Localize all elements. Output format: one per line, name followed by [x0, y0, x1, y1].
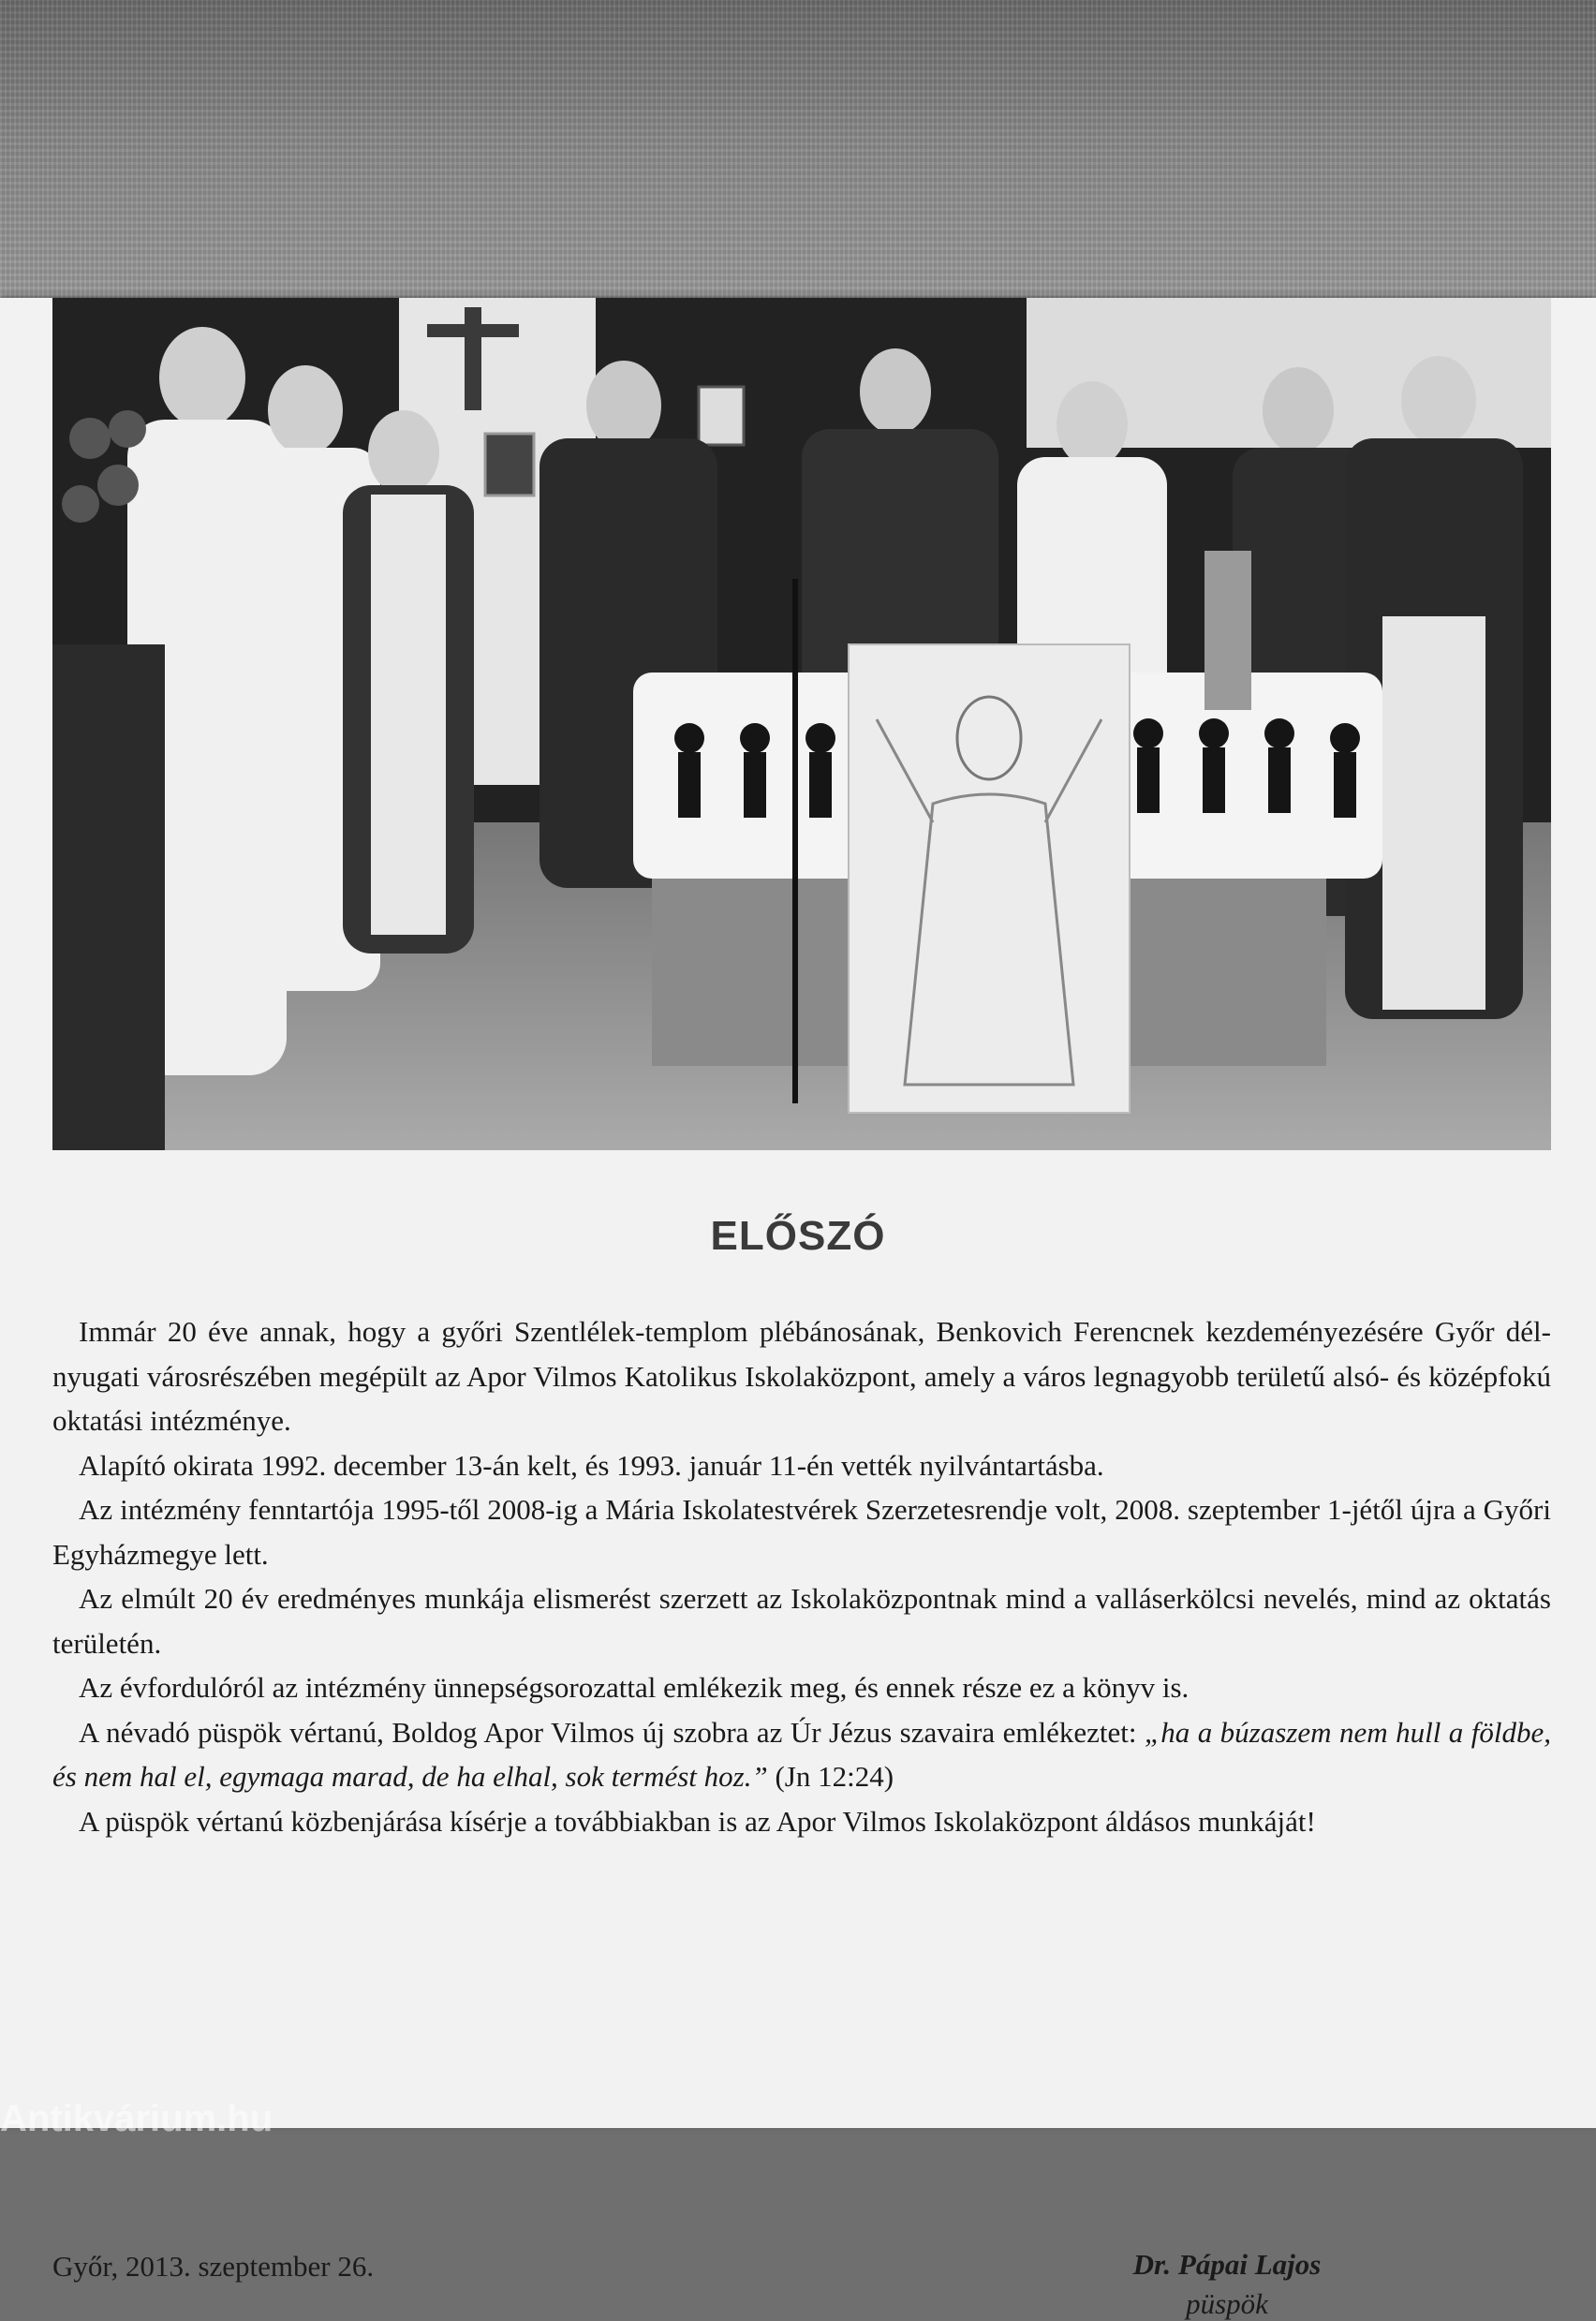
- signer-name: Dr. Pápai Lajos: [1132, 2248, 1322, 2281]
- paragraph-4: Az elmúlt 20 év eredményes munkája elismerést szerzett az Iskolaközpontnak mind a valláserkölcsi nevelés, mind az oktatás területén.: [52, 1582, 1551, 1660]
- page-title: ELŐSZÓ: [710, 1213, 886, 1259]
- paragraph-6: [52, 1710, 1551, 1799]
- place-and-date: Győr, 2013. szeptember 26.: [52, 2250, 375, 2283]
- book-page: [0, 298, 1596, 2320]
- paragraph-1: Immár 20 éve annak, hogy a győri Szentlélek-templom plébánosának, Benkovich Ferencnek kezdeményezésére Győr dél-nyugati városrészében megépült az Apor Vilmos Katolikus Iskolaközpont, amely a város legnagyobb területű alsó- és középfokú oktatási intézménye.: [52, 1315, 1551, 1437]
- bible-quote: „ha a búzaszem nem hull a földbe, és nem hal el, egymaga marad, de ha elhal, sok termést hoz.”: [52, 1715, 1552, 1793]
- paragraph-5: Az évfordulóról az intézmény ünnepségsorozattal emlékezik meg, és ennek része ez a könyv is.: [79, 1671, 1190, 1704]
- paragraph-7: A püspök vértanú közbenjárása kísérje a továbbiakban is az Apor Vilmos Iskolaközpont áldásos munkáját!: [79, 1804, 1316, 1838]
- preface-body: [52, 1309, 1551, 1843]
- bible-reference: (Jn 12:24): [767, 1760, 894, 1793]
- mass-photograph: [52, 298, 1551, 1150]
- signature-block: [1086, 2248, 1367, 2321]
- background-surface: [0, 0, 1596, 309]
- watermark: Antikvárium.hu: [0, 2098, 273, 2139]
- paragraph-2: Alapító okirata 1992. december 13-án kelt, és 1993. január 11-én vették nyilvántartásba.: [79, 1448, 1104, 1482]
- signer-title: püspök: [1186, 2287, 1268, 2320]
- paragraph-3: Az intézmény fenntartója 1995-től 2008-ig a Mária Iskolatestvérek Szerzetesrendje volt, 2008. szeptember 1-jétől újra a Győri Egyházmegye lett.: [52, 1493, 1551, 1571]
- quote-intro: A névadó püspök vértanú, Boldog Apor Vilmos új szobra az Úr Jézus szavaira emlékeztet:: [79, 1715, 1145, 1749]
- photograph-icon: [52, 298, 1551, 1150]
